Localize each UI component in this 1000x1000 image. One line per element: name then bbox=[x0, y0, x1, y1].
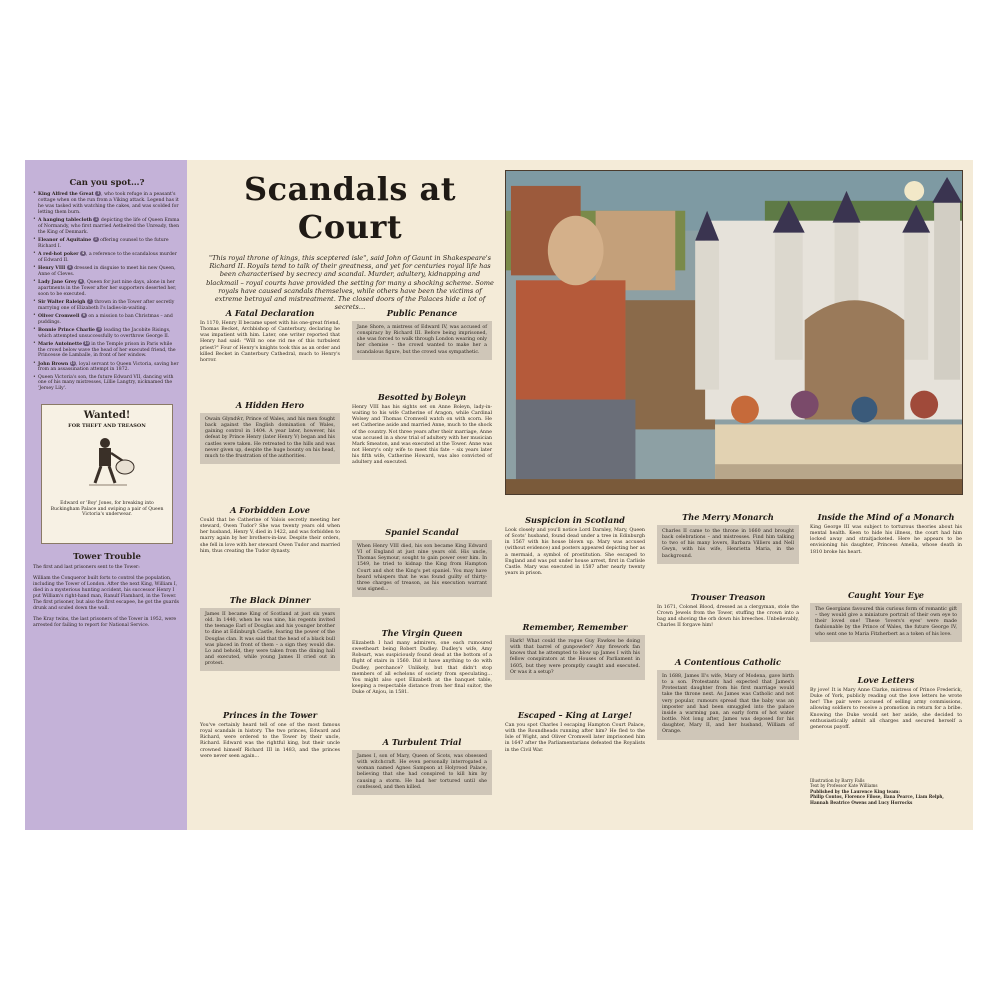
section-remember-remember bbox=[505, 622, 645, 680]
spot-number-badge: 3 bbox=[94, 236, 97, 241]
section-heading: The Merry Monarch bbox=[682, 512, 774, 522]
credit-line: Illustration by Barry Falls bbox=[810, 778, 865, 783]
tower-para: William the Conqueror built forts to control the population, including the Tower of London. After the next King, William I, died in a mysterious hunting accident, his successor Henry I put William's right-hand man, Ranulf Flambard, in the Tower. The first prisoner, but also the first escapee, he got the guards drunk and sculed down the wall. bbox=[33, 576, 179, 611]
spot-number-badge: 9 bbox=[98, 326, 101, 331]
spot-item-name: A hanging tablecloth bbox=[38, 217, 92, 223]
page-title: Scandals at Court bbox=[243, 170, 457, 246]
section-heading: Public Penance bbox=[386, 308, 458, 318]
section-body: Look closely and you'll notice Lord Darnley, Mary, Queen of Scots' husband, found dead under a tree in Edinburgh in 1567 with his house blown up. Mary was accused (without evidence) and posters appeared depicting her as a mermaid, a symbol of prostitution. She escaped to England and was put under house arrest, first in Carlisle Castle. Mary was executed in 1587 after nearly twenty years in prison. bbox=[505, 528, 645, 577]
spot-item bbox=[33, 299, 181, 312]
spot-item bbox=[33, 191, 181, 216]
spot-item-text: , who took refuge in a peasant's cottage when on the run from a Viking attack. Legend has it he was tasked with watching the cakes, and was scolded for letting them burn. bbox=[38, 192, 179, 215]
section-body: King George III was subject to torturous theories about his mental health. Keen to hide his illness, the court had him locked away and straitjacketed. Here he appears to be envisioning his daughter, Princess Amelia, whose death in 1810 broke his heart. bbox=[810, 525, 962, 555]
section-spaniel-scandal bbox=[352, 527, 492, 597]
section-turbulent-trial bbox=[352, 737, 492, 795]
spot-item bbox=[33, 217, 181, 236]
section-besotted-boleyn bbox=[352, 392, 492, 467]
section-heading: Escaped – King at Large! bbox=[517, 710, 633, 720]
section-heading: Remember, Remember bbox=[522, 622, 628, 632]
spot-number-badge: 2 bbox=[95, 216, 98, 221]
section-heading: Inside the Mind of a Monarch bbox=[817, 512, 955, 522]
section-heading: A Hidden Hero bbox=[235, 400, 305, 410]
spot-item bbox=[33, 279, 181, 298]
section-heading: Caught Your Eye bbox=[847, 590, 924, 600]
section-body: Charles II came to the throne in 1660 and brought back celebrations – and mistresses. Find him talking to two of his many lovers, Barbara Villiers and Nell Gwyn, with his wife, Henrietta Maria, in the background. bbox=[657, 525, 799, 564]
spot-item-name: King Alfred the Great bbox=[38, 192, 94, 197]
spot-item-name: Henry VIII bbox=[38, 265, 66, 271]
section-black-dinner bbox=[200, 595, 340, 671]
spot-item-text: Queen Victoria's son, the future Edward VII, dancing with one of his many mistresses, Lillie Langtry, nicknamed the 'Jersey Lily'. bbox=[38, 374, 174, 392]
spot-item-text: thrown in the Tower after secretly marrying one of Elizabeth I's ladies-in-waiting. bbox=[38, 299, 175, 311]
section-heading: The Black Dinner bbox=[229, 595, 311, 605]
section-body: Owain Glyndŵr, Prince of Wales, and his men fought back against the English domination of Wales, gaining control in 1404. A year later, however, his defeat by Prince Henry (later Henry V) began and his castles were taken. He retreated to the hills and was never given up, despite the huge bounty on his head, much to the frustration of the authorities. bbox=[200, 413, 340, 464]
section-heading: Suspicion in Scotland bbox=[525, 515, 625, 525]
spot-item-text: dressed in disguise to meet his new Queen, Anne of Cleves. bbox=[38, 265, 176, 277]
section-body: James I, son of Mary, Queen of Scots, was obsessed with witchcraft. He even personally interrogated a woman named Agnes Sampson at Holyrood Palace, believing that she had conspired to kill him by causing a storm. He had her tortured until she confessed, and then killed. bbox=[352, 750, 492, 795]
sidebar bbox=[25, 160, 187, 830]
credit-line: Hannah Beatrice Owens and Lucy Horrocks bbox=[810, 799, 913, 805]
spot-item bbox=[33, 313, 181, 326]
spot-item-name: John Brown bbox=[38, 361, 69, 367]
spot-item-text: offering counsel to the future Richard I. bbox=[38, 237, 169, 249]
section-body: Henry VIII has his sights set on Anne Boleyn, lady-in-waiting to his wife Catherine of Aragon, while Cardinal Wolsey and Thomas Cromwell watch on with scorn. He set Catherine aside and married Anne, much to the shock of the country. Not three years after their marriage, Anne was accused in a show trial of adultery with her musician Mark Smeaton, and was executed at the Tower. Anne was not Henry's only wife to meet this fate – six years later his fifth wife, Catherine Howard, was also convicted of adultery and executed. bbox=[352, 405, 492, 466]
spot-number-badge: 10 bbox=[84, 340, 89, 345]
spot-item-name: Oliver Cromwell bbox=[38, 313, 80, 319]
section-heading: A Forbidden Love bbox=[230, 505, 310, 515]
spot-item-text: , Queen for just nine days, alone in her apartments in the Tower after her supporters deserted her, soon to be executed. bbox=[38, 279, 177, 297]
wanted-caption: Edward or 'Boy' Jones, for breaking into Buckingham Palace and swiping a pair of Queen Victoria's underwear. bbox=[50, 501, 164, 518]
intro-text: "This royal throne of kings, this sceptered isle", said John of Gaunt in Shakespeare's Richard II. Royals tend to talk of their greatness, and yet for centuries royal life has been characterised by secrecy and scandal. Murder, adultery, kidnapping and blackmail – royal courts have provided the setting for many a shocking scheme. Some royals have caused scandals themselves, while others have been the victims of extreme betrayal and mistreatment. The closed doors of the Palaces hide a lot of secrets… bbox=[206, 254, 494, 312]
spot-item-text: depicting the life of Queen Emma of Normandy, who first married Aethelred the Unready, then the King of Denmark. bbox=[38, 217, 180, 235]
tower-para: The first and last prisoners sent to the Tower: bbox=[33, 565, 140, 571]
spot-item-text: , loyal servant to Queen Victoria, saving her from an assassination attempt in 1872. bbox=[38, 361, 179, 373]
section-body: When Henry VIII died, his son became King Edward VI of England at just nine years old. His uncle, Thomas Seymour, sought to gain power over him. In 1549, he tried to kidnap the King from Hampton Court and shot the King's pet spaniel. You may have heard whispers that he was found guilty of thirty-three charges of treason, as his execution warrant was signed… bbox=[352, 540, 492, 597]
spot-item-text: leading the Jacobite Risings, which attempted unsuccessfully to overthrow George II. bbox=[38, 327, 171, 339]
spot-number-badge: 6 bbox=[80, 278, 83, 283]
thief-illustration bbox=[77, 433, 137, 493]
section-heading: The Virgin Queen bbox=[381, 628, 463, 638]
spot-item bbox=[33, 237, 181, 250]
spot-item-name: Eleanor of Aquitaine bbox=[38, 237, 92, 243]
section-suspicion-scotland bbox=[505, 515, 645, 577]
spot-item bbox=[33, 265, 181, 278]
spot-title: Can you spot…? bbox=[69, 178, 145, 188]
section-public-penance bbox=[352, 308, 492, 360]
palace-illustration bbox=[505, 170, 963, 495]
spot-item bbox=[33, 251, 181, 264]
credit-line: Published by the Laurence King team: bbox=[810, 788, 900, 794]
section-heading: A Contentious Catholic bbox=[674, 657, 782, 667]
spot-item bbox=[33, 341, 181, 360]
spot-item-name: Marie Antoinette bbox=[38, 341, 83, 347]
section-body: James II became King of Scotland at just six years old. In 1440, when he was nine, his regents invited the teenage Earl of Douglas and his younger brother to dine at Edinburgh Castle, fearing the power of the Douglas clan. It was said that the head of a black bull was placed in front of them – a sign they would die. Lo and behold, they were taken from the dining hall and executed, while young James II cried out in protest. bbox=[200, 608, 340, 671]
wanted-subtitle: FOR THEFT AND TREASON bbox=[68, 423, 146, 430]
spot-number-badge: 11 bbox=[70, 360, 75, 365]
spot-item-name: Sir Walter Raleigh bbox=[38, 299, 86, 305]
section-heading: Love Letters bbox=[857, 675, 915, 685]
section-body: Could that be Catherine of Valois secretly meeting her steward, Owen Tudor? She was twenty years old when her husband, Henry V, died in 1422, and was forbidden to marry again by her brothers-in-law. Despite their orders, she fell in love with her steward Owen Tudor and married him, thus creating the Tudor dynasty. bbox=[200, 518, 340, 554]
section-heading: Princes in the Tower bbox=[222, 710, 318, 720]
section-mind-monarch bbox=[810, 512, 962, 556]
wanted-title: Wanted! bbox=[83, 410, 131, 422]
poster-page bbox=[25, 160, 973, 830]
section-body: By jove! It is Mary Anne Clarke, mistress of Prince Frederick, Duke of York, publicly reading out the love letters he wrote her! The pair were accused of selling army commissions, allowing soldiers to receive a promotion in return for a bribe. Knowing the Duke would set her aside, she decided to enthusiastically admit all charges and secured herself a generous payoff. bbox=[810, 688, 962, 730]
spot-list bbox=[33, 191, 181, 392]
section-body: Elizabeth I had many admirers, one each rumoured sweetheart being Robert Dudley. Dudley's wife, Amy Robsart, was suspiciously found dead at the bottom of a flight of stairs in 1560. Did it have anything to do with Dudley, perchance? Unlikely, but that didn't stop members of all echelons of society from speculating… You might also spot Elizabeth at the banquet table, keeping a respectable distance from her final suitor, the Duke of Anjou, in 1581. bbox=[352, 641, 492, 696]
section-heading: A Fatal Declaration bbox=[225, 308, 315, 318]
section-body: In 1671, Colonel Blood, dressed as a clergyman, stole the Crown Jewels from the Tower, stuffing the crown into a bag and shoving the orb down his breeches. Unbelievably, Charles II forgave him! bbox=[657, 605, 799, 629]
section-forbidden-love bbox=[200, 505, 340, 555]
section-merry-monarch bbox=[657, 512, 799, 564]
section-heading: Besotted by Boleyn bbox=[377, 392, 467, 402]
section-love-letters bbox=[810, 675, 962, 731]
section-heading: Trouser Treason bbox=[690, 592, 766, 602]
spot-number-badge: 8 bbox=[82, 312, 86, 317]
spot-number-badge: 7 bbox=[88, 298, 92, 303]
spot-number-badge: 1 bbox=[97, 191, 100, 195]
section-caught-eye bbox=[810, 590, 962, 642]
spot-item-name: Lady Jane Grey bbox=[38, 279, 77, 285]
section-heading: A Turbulent Trial bbox=[382, 737, 462, 747]
credit-line: Text by Professor Kate Williams bbox=[810, 783, 878, 789]
section-body: You've certainly heard tell of one of the most famous royal scandals in history. The two princes, Edward and Richard, were ordered to the Tower by their uncle, Richard. Edward was the rightful king, but their uncle crowned himself Richard III in 1483, and the princes were never seen again… bbox=[200, 723, 340, 759]
section-heading: Spaniel Scandal bbox=[385, 527, 459, 537]
section-body: Jane Shore, a mistress of Edward IV, was accused of conspiracy by Richard III. Before being imprisoned, she was forced to walk through London wearing only her chemise – the crowd wanted to make her a scandalous figure, but the crowd was sympathetic. bbox=[352, 321, 492, 360]
spot-number-badge: 4 bbox=[81, 250, 85, 255]
credit-line: Philip Contos, Florence Filose, Ilana Pearce, Liam Relph, bbox=[810, 794, 944, 800]
section-fatal-declaration bbox=[200, 308, 340, 364]
section-body: Hark! What could the rogue Guy Fawkes be doing with that barrel of gunpowder? Any firework fan knows that he attempted to blow up James I with his fellow conspirators at the Houses of Parliament in 1605, but they were promptly caught and executed. Or was it a setup? bbox=[505, 635, 645, 680]
spot-item bbox=[33, 375, 181, 393]
spot-item-name: A red-hot poker bbox=[38, 251, 79, 257]
spot-item-text: on a mission to ban Christmas – and puddings. bbox=[38, 313, 173, 325]
spot-item bbox=[33, 327, 181, 340]
spot-item-text: in the Temple prison in Paris while the crowd below wave the head of her executed friend, the Princesse de Lamballe, in front of her window. bbox=[38, 341, 176, 359]
section-escaped-king bbox=[505, 710, 645, 754]
section-body: In 1688, James II's wife, Mary of Modena, gave birth to a son. Protestants had expected that James's Protestant daughter from his first marriage would take the throne next. As James was Catholic and not very popular, rumours spread that the baby was an imposter and had been smuggled into the palace inside a warming pan, an early form of hot water bottle. Not long after, James was deposed for his daughter, Mary II, and her husband, William of Orange. bbox=[657, 670, 799, 740]
spot-number-badge: 5 bbox=[68, 264, 71, 269]
section-body: The Georgians favoured this curious form of romantic gift – they would give a miniature portrait of their own eye to their loved one! These 'lovers's eyes' were made fashionable by the Prince of Wales, the future George IV, who sent one to Maria Fitzherbert as a token of his love. bbox=[810, 603, 962, 642]
section-virgin-queen bbox=[352, 628, 492, 696]
tower-title: Tower Trouble bbox=[73, 552, 141, 563]
section-trouser-treason bbox=[657, 592, 799, 630]
spot-item-name: Bonnie Prince Charlie bbox=[38, 327, 95, 333]
tower-para: The Kray twins, the last prisoners of the Tower in 1952, were arrested for failing to report for National Service. bbox=[33, 616, 177, 628]
section-contentious-catholic bbox=[657, 657, 799, 740]
spot-item bbox=[33, 361, 181, 374]
section-body: In 1170, Henry II became upset with his one-great friend, Thomas Becket, Archbishop of Canterbury, declaring he was impatient with him. Later, one writer reported that Henry had said: "Will no one rid me of this turbulent priest?" Four of Henry's knights took this as an order and killed Becket in Canterbury Cathedral, much to Henry's horror. bbox=[200, 321, 340, 363]
credits bbox=[810, 778, 962, 805]
wanted-poster bbox=[41, 404, 173, 544]
section-body: Can you spot Charles I escaping Hampton Court Palace, with the Roundheads running after him? He fled to the Isle of Wight, and Oliver Cromwell later imprisoned him in 1647 after the Parliamentarians defeated the Royalists in the Civil War. bbox=[505, 723, 645, 753]
section-princes-tower bbox=[200, 710, 340, 760]
section-hidden-hero bbox=[200, 400, 340, 464]
title-block bbox=[200, 170, 500, 311]
spot-item-text: , a reference to the scandalous murder of Edward II. bbox=[38, 251, 177, 263]
